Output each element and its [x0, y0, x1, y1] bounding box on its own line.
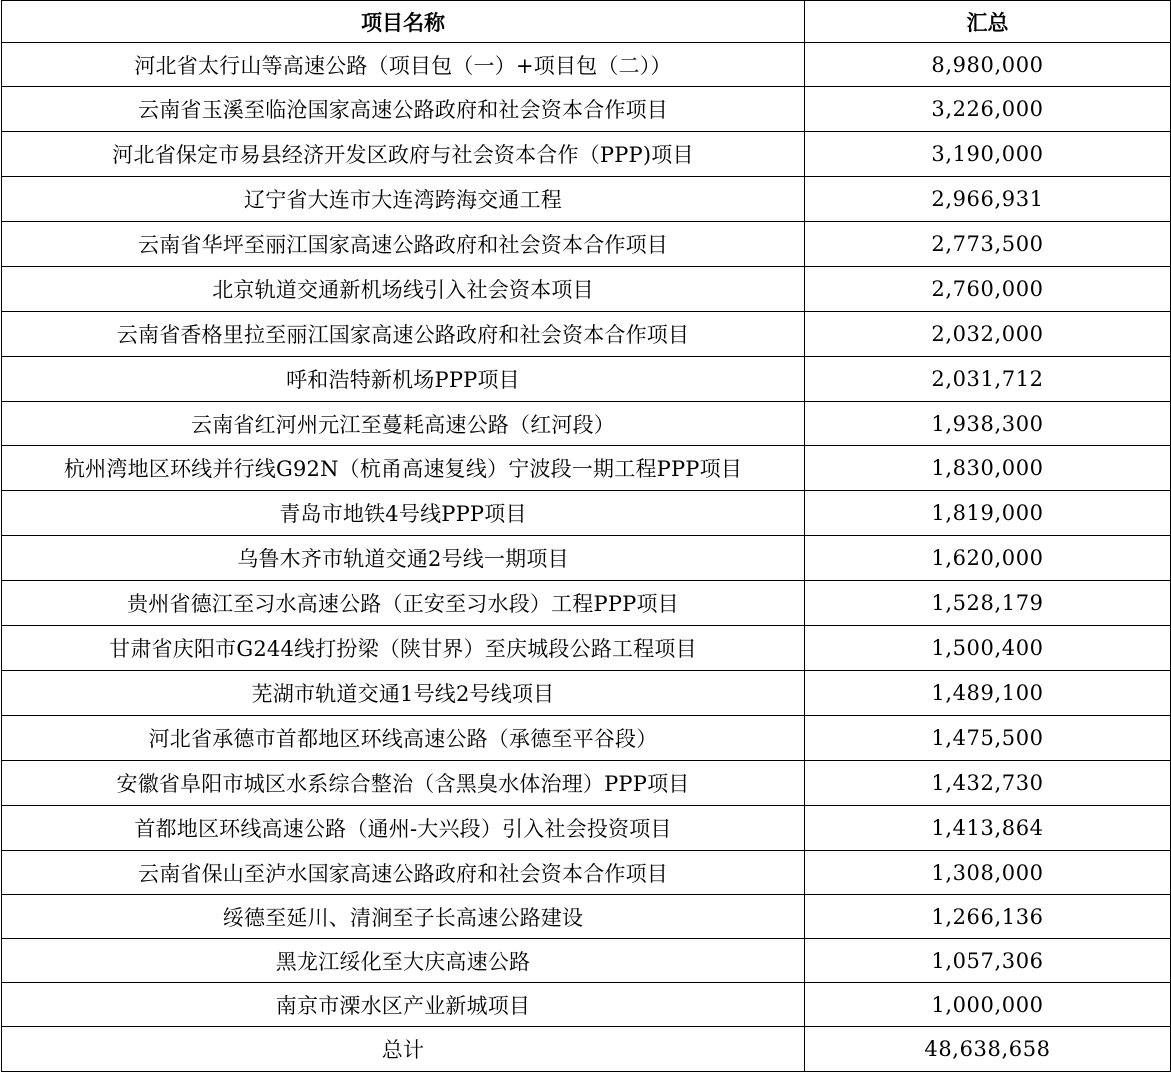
table-row [2, 267, 1171, 312]
project-name-cell: 河北省承德市首都地区环线高速公路（承德至平谷段） [2, 716, 805, 761]
footer-total: 48,638,658 [805, 1027, 1171, 1072]
table-row [2, 536, 1171, 581]
project-summary-table [1, 0, 1171, 1072]
total-cell: 2,760,000 [805, 267, 1171, 312]
table-row [2, 626, 1171, 671]
table-row [2, 895, 1171, 939]
total-cell: 1,413,864 [805, 806, 1171, 851]
footer-label: 总计 [2, 1027, 805, 1072]
project-name-cell: 乌鲁木齐市轨道交通2号线一期项目 [2, 536, 805, 581]
total-cell: 3,190,000 [805, 132, 1171, 177]
project-name-cell: 辽宁省大连市大连湾跨海交通工程 [2, 177, 805, 222]
total-cell: 2,032,000 [805, 312, 1171, 357]
table-row [2, 671, 1171, 716]
total-cell: 1,266,136 [805, 895, 1171, 939]
table-row [2, 939, 1171, 983]
project-name-cell: 芜湖市轨道交通1号线2号线项目 [2, 671, 805, 716]
total-cell: 1,528,179 [805, 581, 1171, 626]
project-name-cell: 绥德至延川、清涧至子长高速公路建设 [2, 895, 805, 939]
table-row [2, 581, 1171, 626]
project-name-cell: 云南省保山至泸水国家高速公路政府和社会资本合作项目 [2, 851, 805, 895]
table-row [2, 357, 1171, 402]
footer-row [2, 1027, 1171, 1072]
table-row [2, 491, 1171, 536]
total-cell: 1,308,000 [805, 851, 1171, 895]
table-row [2, 312, 1171, 357]
total-cell: 2,031,712 [805, 357, 1171, 402]
project-name-cell: 甘肃省庆阳市G244线打扮梁（陕甘界）至庆城段公路工程项目 [2, 626, 805, 671]
project-name-cell: 黑龙江绥化至大庆高速公路 [2, 939, 805, 983]
total-cell: 1,938,300 [805, 402, 1171, 446]
total-cell: 1,475,500 [805, 716, 1171, 761]
table-row [2, 43, 1171, 87]
project-name-cell: 云南省华坪至丽江国家高速公路政府和社会资本合作项目 [2, 222, 805, 267]
total-cell: 1,819,000 [805, 491, 1171, 536]
total-cell: 2,773,500 [805, 222, 1171, 267]
total-cell: 1,057,306 [805, 939, 1171, 983]
total-cell: 3,226,000 [805, 87, 1171, 132]
project-name-cell: 安徽省阜阳市城区水系综合整治（含黑臭水体治理）PPP项目 [2, 761, 805, 806]
project-name-cell: 南京市溧水区产业新城项目 [2, 983, 805, 1027]
project-name-cell: 呼和浩特新机场PPP项目 [2, 357, 805, 402]
project-name-cell: 云南省玉溪至临沧国家高速公路政府和社会资本合作项目 [2, 87, 805, 132]
table-row [2, 716, 1171, 761]
project-name-cell: 青岛市地铁4号线PPP项目 [2, 491, 805, 536]
project-name-cell: 杭州湾地区环线并行线G92N（杭甬高速复线）宁波段一期工程PPP项目 [2, 446, 805, 491]
table-row [2, 222, 1171, 267]
project-name-cell: 北京轨道交通新机场线引入社会资本项目 [2, 267, 805, 312]
table-body [2, 43, 1171, 1027]
project-name-cell: 河北省太行山等高速公路（项目包（一）+项目包（二）） [2, 43, 805, 87]
table-row [2, 851, 1171, 895]
total-cell: 1,620,000 [805, 536, 1171, 581]
table-row [2, 761, 1171, 806]
table-row [2, 446, 1171, 491]
table-row [2, 132, 1171, 177]
table-row [2, 402, 1171, 446]
header-total: 汇总 [805, 1, 1171, 43]
total-cell: 8,980,000 [805, 43, 1171, 87]
table-row [2, 177, 1171, 222]
header-row [2, 1, 1171, 43]
project-name-cell: 云南省香格里拉至丽江国家高速公路政府和社会资本合作项目 [2, 312, 805, 357]
total-cell: 1,489,100 [805, 671, 1171, 716]
project-name-cell: 首都地区环线高速公路（通州-大兴段）引入社会投资项目 [2, 806, 805, 851]
table-row [2, 806, 1171, 851]
table-row [2, 87, 1171, 132]
total-cell: 1,500,400 [805, 626, 1171, 671]
table-row [2, 983, 1171, 1027]
total-cell: 1,432,730 [805, 761, 1171, 806]
total-cell: 1,000,000 [805, 983, 1171, 1027]
project-name-cell: 云南省红河州元江至蔓耗高速公路（红河段） [2, 402, 805, 446]
total-cell: 2,966,931 [805, 177, 1171, 222]
project-name-cell: 贵州省德江至习水高速公路（正安至习水段）工程PPP项目 [2, 581, 805, 626]
project-name-cell: 河北省保定市易县经济开发区政府与社会资本合作（PPP)项目 [2, 132, 805, 177]
total-cell: 1,830,000 [805, 446, 1171, 491]
header-project-name: 项目名称 [2, 1, 805, 43]
